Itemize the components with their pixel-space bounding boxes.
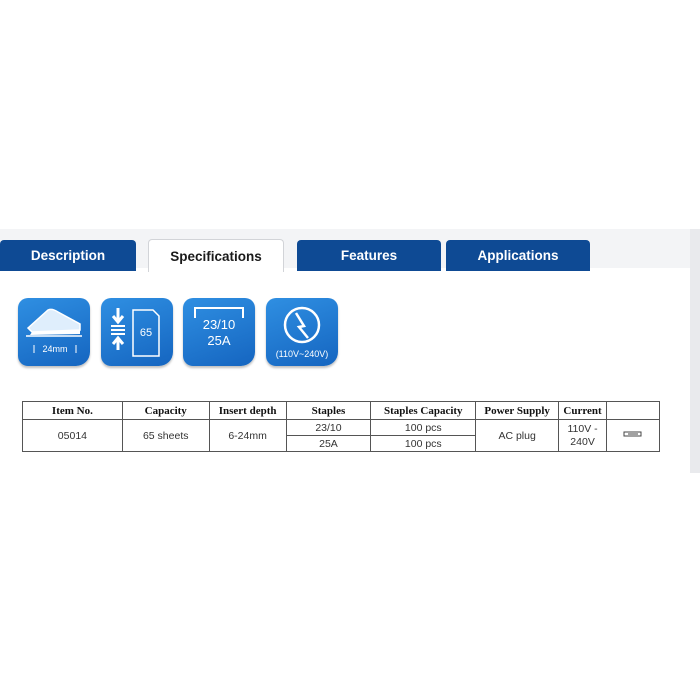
cell-staples-1: 23/10 — [286, 420, 371, 436]
header-current: Current — [559, 402, 607, 420]
right-edge-strip — [690, 229, 700, 473]
cell-insert-depth: 6-24mm — [209, 420, 286, 452]
sheet-count-label: 65 — [139, 327, 153, 339]
current-line2: 240V — [570, 435, 595, 448]
cell-power-supply: AC plug — [476, 420, 559, 452]
voltage-label: (110V~240V) — [275, 349, 329, 359]
header-blank — [607, 402, 660, 420]
plug-icon — [622, 429, 644, 439]
cell-plug — [607, 420, 660, 452]
table-header-row — [23, 402, 660, 420]
specifications-table — [22, 401, 660, 452]
header-power-supply: Power Supply — [476, 402, 559, 420]
cell-staples-capacity-1: 100 pcs — [371, 420, 476, 436]
header-staples: Staples — [286, 402, 371, 420]
cell-staples-2: 25A — [286, 436, 371, 452]
cell-current — [559, 420, 607, 452]
current-line1: 110V - — [567, 422, 598, 435]
tab-specifications[interactable]: Specifications — [148, 239, 284, 272]
tab-applications[interactable]: Applications — [446, 240, 590, 271]
staple-size-line2: 25A — [207, 333, 231, 348]
depth-label: 24mm — [42, 344, 68, 354]
cell-item-no: 05014 — [23, 420, 123, 452]
cell-staples-capacity-2: 100 pcs — [371, 436, 476, 452]
power-voltage-icon — [266, 298, 338, 366]
header-staples-capacity: Staples Capacity — [371, 402, 476, 420]
sheet-capacity-icon — [101, 298, 173, 366]
tab-features[interactable]: Features — [297, 240, 441, 271]
cell-capacity: 65 sheets — [122, 420, 209, 452]
tab-description[interactable]: Description — [0, 240, 136, 271]
header-item-no: Item No. — [23, 402, 123, 420]
header-insert-depth: Insert depth — [209, 402, 286, 420]
stapler-depth-icon — [18, 298, 90, 366]
staple-size-icon — [183, 298, 255, 366]
staple-size-line1: 23/10 — [202, 317, 236, 332]
table-row — [23, 420, 660, 436]
header-capacity: Capacity — [122, 402, 209, 420]
